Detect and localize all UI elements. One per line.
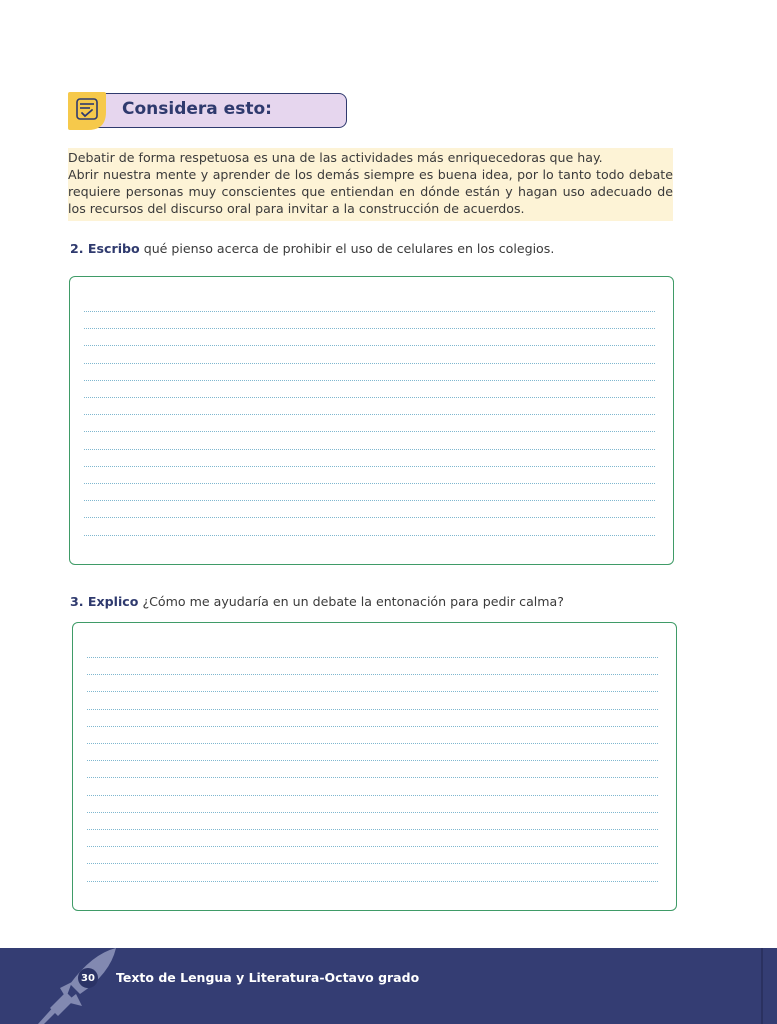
intro-line-1: Debatir de forma respetuosa es una de las actividades más enriquecedoras que hay.	[68, 150, 603, 165]
question-3-label: 3. Explico	[70, 594, 139, 609]
callout-title: Considera esto:	[122, 99, 272, 119]
writing-line	[84, 363, 655, 364]
writing-line	[87, 760, 658, 761]
writing-line	[87, 795, 658, 796]
question-3-text: ¿Cómo me ayudaría en un debate la entonación para pedir calma?	[138, 594, 564, 609]
writing-line	[84, 380, 655, 381]
page-number: 30	[78, 968, 98, 988]
answer-box-question-3[interactable]	[72, 622, 677, 911]
writing-line	[84, 535, 655, 536]
page-footer	[0, 948, 777, 1024]
question-2-text: qué pienso acerca de prohibir el uso de celulares en los colegios.	[139, 241, 555, 256]
writing-line	[87, 709, 658, 710]
writing-line	[84, 483, 655, 484]
question-2	[70, 241, 554, 256]
answer-lines	[87, 623, 658, 910]
question-3	[70, 594, 564, 609]
writing-line	[87, 691, 658, 692]
writing-line	[84, 449, 655, 450]
writing-line	[87, 657, 658, 658]
writing-line	[87, 743, 658, 744]
writing-line	[87, 863, 658, 864]
writing-line	[87, 846, 658, 847]
writing-line	[87, 812, 658, 813]
writing-line	[87, 881, 658, 882]
footer-edge	[761, 948, 763, 1024]
writing-line	[84, 466, 655, 467]
writing-line	[87, 674, 658, 675]
intro-line-2: Abrir nuestra mente y aprender de los demás siempre es buena idea, por lo tanto todo debate requiere personas muy conscientes que entiendan en dónde están y hagan uso adecuado de los recursos del discurso oral para invitar a la construcción de acuerdos.	[68, 167, 673, 216]
footer-title: Texto de Lengua y Literatura-Octavo grado	[116, 970, 420, 985]
writing-line	[87, 829, 658, 830]
writing-line	[87, 777, 658, 778]
writing-line	[84, 311, 655, 312]
answer-box-question-2[interactable]	[69, 276, 674, 565]
writing-line	[84, 328, 655, 329]
answer-lines	[84, 277, 655, 564]
writing-line	[84, 397, 655, 398]
callout-header	[68, 92, 349, 130]
intro-paragraph	[68, 148, 673, 221]
checklist-icon	[68, 92, 106, 130]
rocket-icon	[30, 948, 120, 1024]
writing-line	[84, 500, 655, 501]
writing-line	[84, 345, 655, 346]
writing-line	[84, 414, 655, 415]
question-2-label: 2. Escribo	[70, 241, 140, 256]
writing-line	[84, 431, 655, 432]
writing-line	[87, 726, 658, 727]
writing-line	[84, 517, 655, 518]
